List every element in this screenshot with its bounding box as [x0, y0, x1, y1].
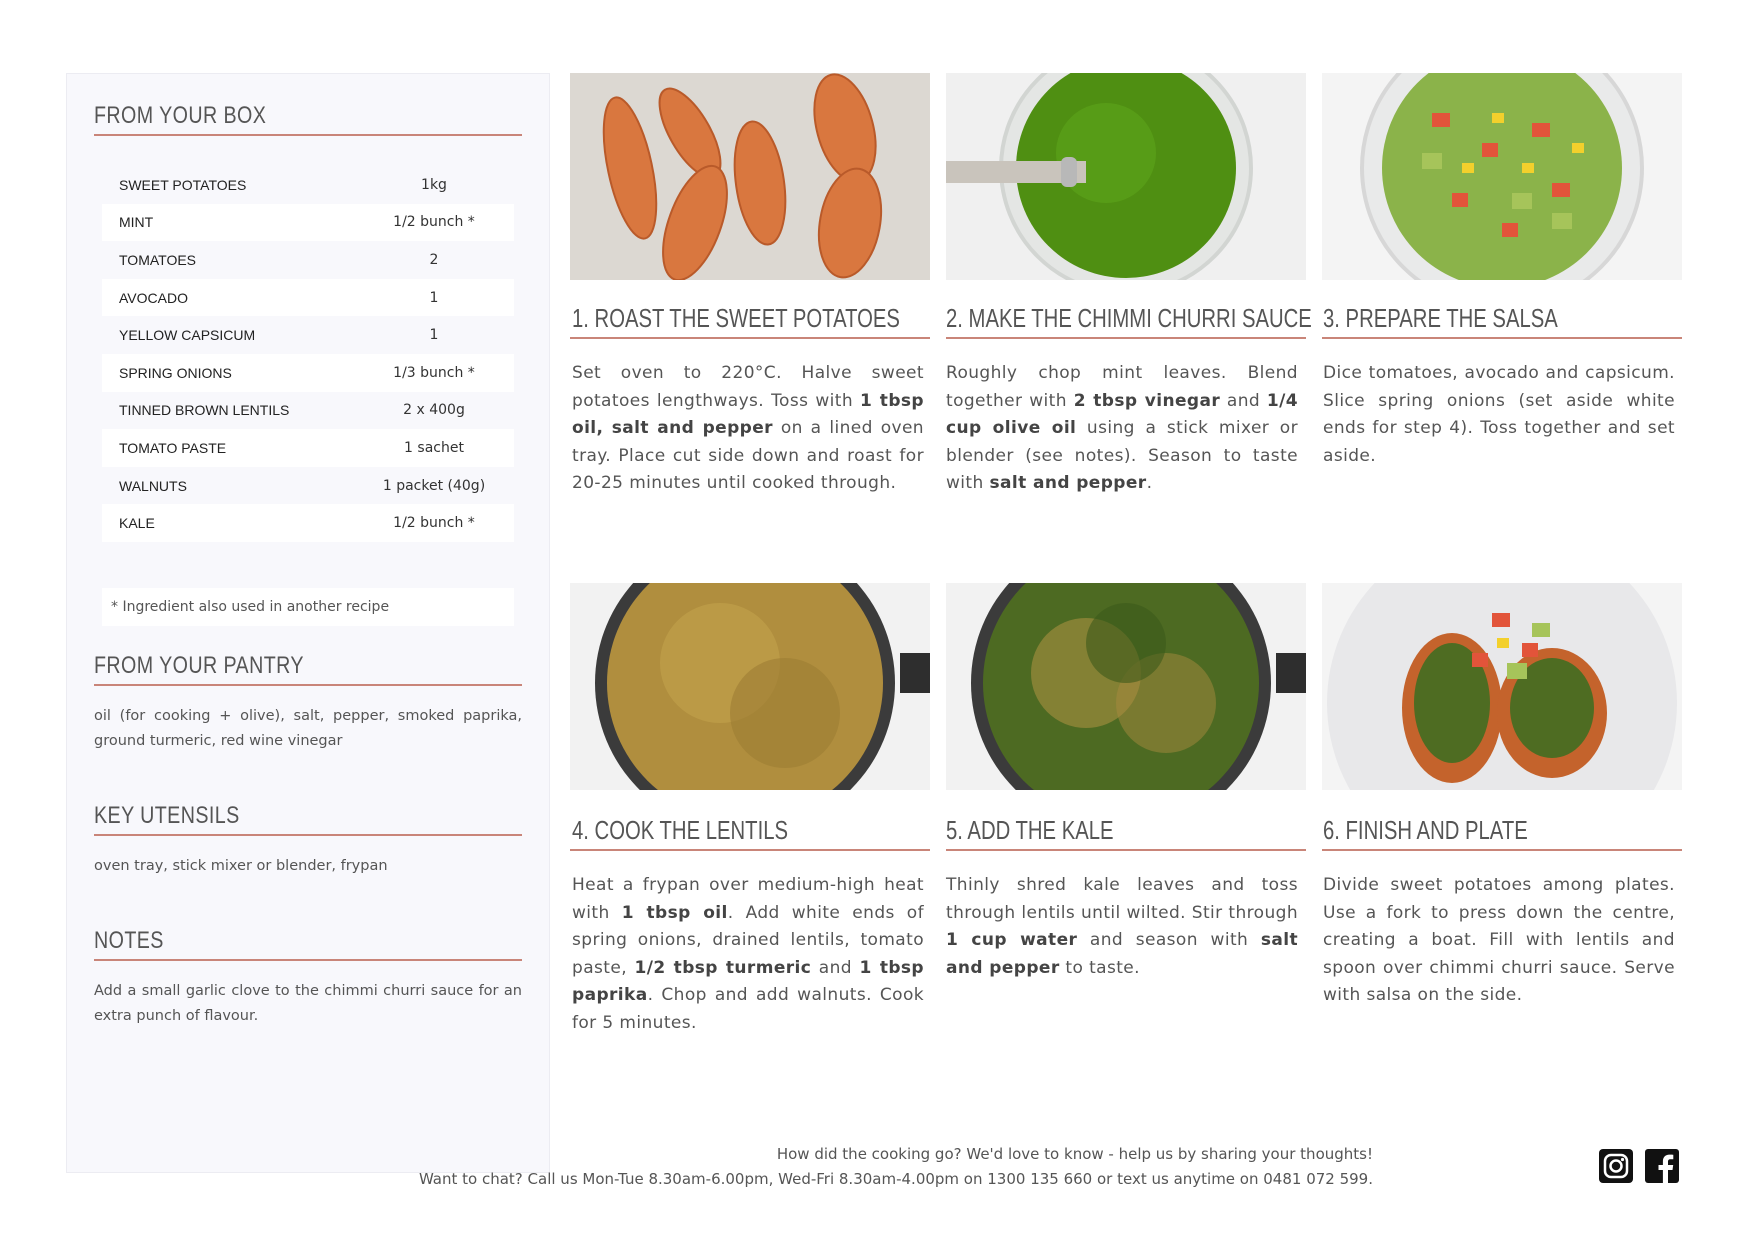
ingredient-quantity: 2 [429, 251, 439, 268]
step-text-span: using a stick mixer or blender (see notes). Season to taste with [946, 418, 1299, 493]
step-text-span: . Add white ends of spring onions, drained lentils, tomato paste, [572, 902, 924, 978]
step-text-span: . [1146, 473, 1153, 493]
notes-heading: NOTES [94, 927, 164, 954]
ingredient-name: TINNED BROWN LENTILS [119, 402, 290, 419]
ingredient-quantity: 1 sachet [404, 439, 464, 456]
step-text-span: and [811, 957, 860, 978]
ingredients-sidebar [66, 73, 550, 1173]
step-text-bold: 1/2 tbsp turmeric [634, 957, 812, 978]
instagram-icon[interactable] [1598, 1148, 1634, 1184]
step-4-photo [570, 583, 930, 790]
ingredient-name: AVOCADO [119, 289, 188, 306]
heading-divider [94, 134, 522, 136]
step-text-bold: 1 tbsp oil, salt and pepper [572, 390, 924, 438]
step-text-span: to taste. [1059, 957, 1140, 978]
step-3-photo [1322, 73, 1682, 280]
ingredient-quantity: 1/2 bunch * [393, 515, 475, 532]
step-text-span: Set oven to 220°C. Halve sweet potatoes lengthways. Toss with [572, 363, 924, 411]
step-text-span: . Chop and add walnuts. Cook for 5 minutes. [572, 985, 924, 1033]
ingredient-quantity: 2 x 400g [403, 402, 465, 419]
notes-text: Add a small garlic clove to the chimmi churri sauce for an extra punch of flavour. [94, 983, 522, 1024]
step-2-photo [946, 73, 1306, 280]
heading-divider [94, 684, 522, 686]
step-divider [570, 337, 930, 339]
facebook-icon[interactable] [1644, 1148, 1680, 1184]
step-text-bold: salt and pepper [946, 930, 1298, 978]
ingredient-quantity: 1 packet (40g) [382, 477, 486, 494]
ingredient-name: TOMATO PASTE [119, 439, 227, 456]
pantry-text: oil (for cooking + olive), salt, pepper, smoked paprika, ground turmeric, red wine vinegar [94, 708, 522, 749]
ingredient-quantity: 1kg [421, 176, 447, 193]
step-4-title: 4. COOK THE LENTILS [572, 815, 789, 845]
step-6-photo [1322, 583, 1682, 790]
step-text-span: Thinly shred kale leaves and toss through lentils until wilted. Stir through [946, 875, 1298, 923]
ingredient-row [102, 354, 514, 392]
step-1-title: 1. ROAST THE SWEET POTATOES [572, 303, 900, 333]
step-divider [570, 849, 930, 851]
step-text-bold: salt and pepper [989, 473, 1147, 493]
step-text-span: and season with [1077, 930, 1261, 950]
ingredient-quantity: 1 [429, 289, 439, 306]
step-text-span: Dice tomatoes, avocado and capsicum. Slice spring onions (set aside white ends for step 4). Toss together and set aside. [1323, 363, 1675, 466]
step-text-bold: 1 cup water [946, 930, 1078, 950]
step-text-span: Heat a frypan over medium-high heat with [572, 875, 924, 923]
step-text-span: and [1220, 390, 1267, 411]
heading-divider [94, 834, 522, 836]
step-6-title: 6. FINISH AND PLATE [1323, 815, 1528, 845]
step-text-bold: 2 tbsp vinegar [1073, 390, 1221, 411]
step-text-span: Roughly chop mint leaves. Blend together with [946, 363, 1298, 411]
heading-divider [94, 959, 522, 961]
ingredient-name: SPRING ONIONS [119, 364, 232, 381]
ingredient-row [102, 316, 514, 354]
step-5-title: 5. ADD THE KALE [946, 815, 1114, 845]
step-5-photo [946, 583, 1306, 790]
ingredient-quantity: 1 [429, 327, 439, 344]
step-2-title: 2. MAKE THE CHIMMI CHURRI SAUCE [946, 303, 1312, 333]
step-3-title: 3. PREPARE THE SALSA [1323, 303, 1558, 333]
step-5-text [946, 872, 1298, 982]
ingredient-row [102, 279, 514, 317]
step-1-photo [570, 73, 930, 280]
ingredient-name: MINT [119, 214, 154, 231]
ingredient-row [102, 392, 514, 430]
ingredient-quantity: 1/3 bunch * [393, 364, 475, 381]
from-your-box-heading: FROM YOUR BOX [94, 102, 267, 129]
ingredient-row [102, 504, 514, 542]
ingredient-name: WALNUTS [119, 477, 187, 494]
step-text-bold: 1/4 cup olive oil [946, 390, 1298, 438]
step-2-text [946, 360, 1298, 498]
ingredient-name: TOMATOES [119, 251, 197, 268]
contact-text: Want to chat? Call us Mon-Tue 8.30am-6.00pm, Wed-Fri 8.30am-4.00pm on 1300 135 660 or text us anytime on 0481 072 599. [418, 1170, 1373, 1188]
step-text-bold: 1 tbsp paprika [572, 957, 924, 1005]
ingredient-name: YELLOW CAPSICUM [119, 327, 256, 344]
step-divider [946, 337, 1306, 339]
utensils-text: oven tray, stick mixer or blender, frypan [94, 858, 388, 874]
ingredient-row [102, 166, 514, 204]
ingredient-name: KALE [119, 515, 155, 532]
feedback-text: How did the cooking go? We'd love to know - help us by sharing your thoughts! [776, 1145, 1373, 1163]
step-1-text [572, 360, 924, 498]
step-4-text [572, 872, 924, 1037]
step-divider [1322, 337, 1682, 339]
ingredient-row [102, 241, 514, 279]
ingredient-row [102, 204, 514, 242]
ingredients-table [102, 166, 514, 542]
from-your-pantry-heading: FROM YOUR PANTRY [94, 652, 304, 679]
step-3-text [1323, 360, 1675, 470]
ingredient-quantity: 1/2 bunch * [393, 214, 475, 231]
step-divider [946, 849, 1306, 851]
ingredient-row [102, 467, 514, 505]
ingredient-row [102, 429, 514, 467]
step-text-span: on a lined oven tray. Place cut side down and roast for 20-25 minutes until cooked through. [572, 418, 924, 493]
step-text-span: Divide sweet potatoes among plates. Use a fork to press down the centre, creating a boat. Fill with lentils and spoon over chimmi churri sauce. Serve with salsa on the side. [1323, 875, 1675, 1005]
step-6-text [1323, 872, 1675, 1010]
step-text-bold: 1 tbsp oil [621, 902, 728, 923]
ingredient-name: SWEET POTATOES [119, 176, 247, 193]
ingredient-note: * Ingredient also used in another recipe [102, 588, 514, 626]
key-utensils-heading: KEY UTENSILS [94, 802, 240, 829]
step-divider [1322, 849, 1682, 851]
